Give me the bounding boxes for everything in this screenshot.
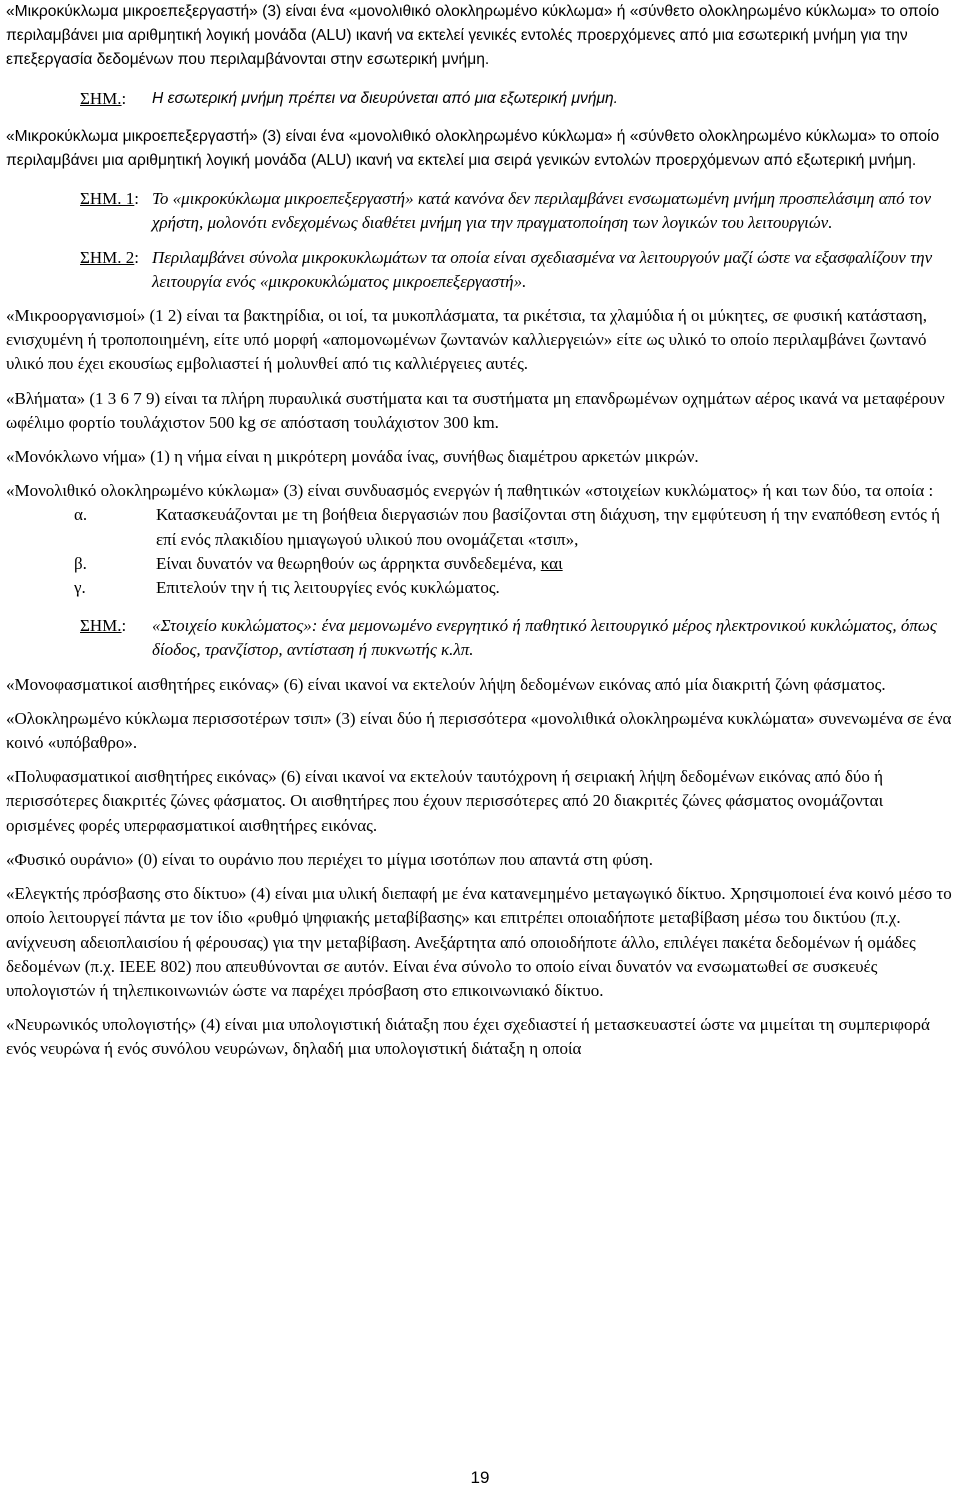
list-conjunction: και bbox=[540, 553, 563, 573]
definition-network-access-controller: «Ελεγκτής πρόσβασης στο δίκτυο» (4) είναι μια υλική διεπαφή με ένα κατανεμημένο μεταγωγικό δίκτυο. Χρησιμοποιεί ένα κοινό μέσο το οποίο λειτουργεί πάντα με τον ίδιο «ρυθμό ψηφιακής μεταβίβασης» και επιτρέπει οποιαδήποτε μεταβίβαση μέσω του δικτύου (π.χ. ανίχνευση αδειοπλαισίου ή φέρουσας) για την μεταβίβαση. Ανεξάρτητα από οποιοδήποτε άλλο, επιλέγει πακέτα δεδομένων ή ομάδες δεδομένων (π.χ. IEEE 802) που απευθύνονται σε αυτόν. Είναι ένα σύνολο το οποίο είναι δυνατόν να ενσωματωθεί σε συσκευές υπολογιστών ή τηλεπικοινωνιών ώστε να παρέχει πρόσβαση στο επικοινωνιακό δίκτυο. bbox=[6, 884, 952, 1000]
definition-natural-uranium: «Φυσικό ουράνιο» (0) είναι το ουράνιο που περιέχει το μίγμα ισοτόπων που απαντά στη φύση. bbox=[6, 849, 653, 869]
list-text: Είναι δυνατόν να θεωρηθούν ως άρρηκτα συνδεδεμένα, bbox=[156, 553, 537, 573]
monolithic-ic-criteria-list bbox=[74, 503, 952, 600]
note-1-microprocessor: ΣΗΜ. 1: Το «μικροκύκλωμα μικροεπεξεργαστή» κατά κανόνα δεν περιλαμβάνει ενσωματωμένη μνήμη προσπελάσιμη από τον χρήστη, μολονότι ενδεχομένως διαθέτει μνήμη για την πραγματοποίηση των λογικών του λειτουργιών. bbox=[80, 187, 952, 235]
list-marker: β. bbox=[74, 553, 87, 573]
list-marker: γ. bbox=[74, 578, 86, 598]
list-item bbox=[74, 552, 952, 576]
list-marker: α. bbox=[74, 505, 88, 525]
note-label: ΣΗΜ. bbox=[80, 616, 122, 636]
list-item bbox=[74, 576, 952, 600]
note-label: ΣΗΜ. 2 bbox=[80, 247, 135, 267]
definition-monospectral-sensors: «Μονοφασματικοί αισθητήρες εικόνας» (6) είναι ικανοί να εκτελούν λήψη δεδομένων εικόνας από μία διακριτή ζώνη φάσματος. bbox=[6, 674, 886, 694]
definition-microprocessor-internal: «Μικροκύκλωμα μικροεπεξεργαστή» (3) είναι ένα «μονολιθικό ολοκληρωμένο κύκλωμα» ή «σύνθετο ολοκληρωμένο κύκλωμα» το οποίο περιλαμβάνει μια αριθμητική λογική μονάδα (ALU) ικανή να εκτελεί γενικές εντολές προερχόμενες από μια εσωτερική μνήμη για την επεξεργασία δεδομένων που περιλαμβάνονται στην εσωτερική μνήμη. bbox=[6, 3, 940, 69]
note-text: «Στοιχείο κυκλώματος»: ένα μεμονωμένο ενεργητικό ή παθητικό λειτουργικό μέρος ηλεκτρονικού κυκλώματος, όπως δίοδος, τρανζίστορ, αντίσταση ή πυκνωτής κ.λπ. bbox=[152, 616, 937, 660]
definition-missiles: «Βλήματα» (1 3 6 7 9) είναι τα πλήρη πυραυλικά συστήματα και τα συστήματα μη επανδρωμένων οχημάτων αέρος ικανά να μεταφέρουν ωφέλιμο φορτίο τουλάχιστον 500 kg σε απόσταση τουλάχιστον 300 km. bbox=[6, 388, 945, 432]
note-label: ΣΗΜ. 1 bbox=[80, 189, 135, 209]
note-internal-memory: ΣΗΜ.: Η εσωτερική μνήμη πρέπει να διευρύνεται από μια εξωτερική μνήμη. bbox=[80, 87, 952, 111]
definition-microorganisms: «Μικροοργανισμοί» (1 2) είναι τα βακτηρίδια, οι ιοί, τα μυκοπλάσματα, τα ρικέτσια, τα χλαμύδια ή οι μύκητες, σε φυσική κατάσταση, ενισχυμένη ή τροποποιημένη, είτε υπό μορφή «απομονωμένων ζωντανών καλλιεργειών» είτε ως υλικό το οποίο περιλαμβάνει ζωντανό υλικό που έχει εκουσίως εμβολιαστεί ή μολυνθεί από τις καλλιέργειες αυτές. bbox=[6, 306, 928, 374]
note-label: ΣΗΜ. bbox=[80, 88, 122, 108]
definition-microprocessor-external: «Μικροκύκλωμα μικροεπεξεργαστή» (3) είναι ένα «μονολιθικό ολοκληρωμένο κύκλωμα» ή «σύνθετο ολοκληρωμένο κύκλωμα» το οποίο περιλαμβάνει μια αριθμητική λογική μονάδα (ALU) ικανή να εκτελεί μια σειρά γενικών εντολών προερχόμενων από εξωτερική μνήμη. bbox=[6, 127, 940, 170]
definition-monolithic-ic: «Μονολιθικό ολοκληρωμένο κύκλωμα» (3) είναι συνδυασμός ενεργών ή παθητικών «στοιχείων κυκλώματος» ή και των δύο, τα οποία : bbox=[6, 481, 934, 501]
definition-multispectral-sensors: «Πολυφασματικοί αισθητήρες εικόνας» (6) είναι ικανοί να εκτελούν ταυτόχρονη ή σειριακή λήψη δεδομένων εικόνας από δύο ή περισσότερες διακριτές ζώνες φάσματος. Οι αισθητήρες που έχουν περισσότερες από 20 διακριτές ζώνες φάσματος ονομάζονται ορισμένες φορές υπερφασματικοί αισθητήρες εικόνας. bbox=[6, 767, 884, 835]
list-text: Κατασκευάζονται με τη βοήθεια διεργασιών που βασίζονται στη διάχυση, την εμφύτευση ή την εναπόθεση εντός ή επί ενός πλακιδίου ημιαγωγού υλικού που ονομάζεται «τσιπ», bbox=[156, 505, 941, 549]
definition-monofilament: «Μονόκλωνο νήμα» (1) η νήμα είναι η μικρότερη μονάδα ίνας, συνήθως διαμέτρου αρκετών μικρών. bbox=[6, 447, 699, 467]
note-text: Περιλαμβάνει σύνολα μικροκυκλωμάτων τα οποία είναι σχεδιασμένα να λειτουργούν μαζί ώστε να εξασφαλίζουν την λειτουργία ενός «μικροκυκλώματος μικροεπεξεργαστή». bbox=[152, 247, 933, 291]
note-text: Η εσωτερική μνήμη πρέπει να διευρύνεται από μια εξωτερική μνήμη. bbox=[152, 89, 619, 107]
note-text: Το «μικροκύκλωμα μικροεπεξεργαστή» κατά κανόνα δεν περιλαμβάνει ενσωματωμένη μνήμη προσπελάσιμη από τον χρήστη, μολονότι ενδεχομένως διαθέτει μνήμη για την πραγματοποίηση των λογικών του λειτουργιών. bbox=[152, 189, 932, 233]
note-2-microprocessor: ΣΗΜ. 2: Περιλαμβάνει σύνολα μικροκυκλωμάτων τα οποία είναι σχεδιασμένα να λειτουργούν μαζί ώστε να εξασφαλίζουν την λειτουργία ενός «μικροκυκλώματος μικροεπεξεργαστή». bbox=[80, 246, 952, 294]
list-item bbox=[74, 503, 952, 551]
document-page bbox=[6, 0, 952, 1072]
definition-neural-computer: «Νευρωνικός υπολογιστής» (4) είναι μια υπολογιστική διάταξη που έχει σχεδιαστεί ή μετασκευαστεί ώστε να μιμείται τη συμπεριφορά ενός νευρώνα ή ενός συνόλου νευρώνων, δηλαδή μια υπολογιστική διάταξη η οποία bbox=[6, 1015, 930, 1059]
definition-multichip-ic: «Ολοκληρωμένο κύκλωμα περισσοτέρων τσιπ» (3) είναι δύο ή περισσότερα «μονολιθικά ολοκληρωμένα κυκλώματα» συνενωμένα σε ένα κοινό «υπόβαθρο». bbox=[6, 708, 952, 753]
list-text: Επιτελούν την ή τις λειτουργίες ενός κυκλώματος. bbox=[156, 578, 500, 598]
note-circuit-element: ΣΗΜ.: «Στοιχείο κυκλώματος»: ένα μεμονωμένο ενεργητικό ή παθητικό λειτουργικό μέρος ηλεκτρονικού κυκλώματος, όπως δίοδος, τρανζίστορ, αντίσταση ή πυκνωτής κ.λπ. bbox=[80, 614, 952, 662]
page-number: 19 bbox=[470, 1468, 490, 1487]
